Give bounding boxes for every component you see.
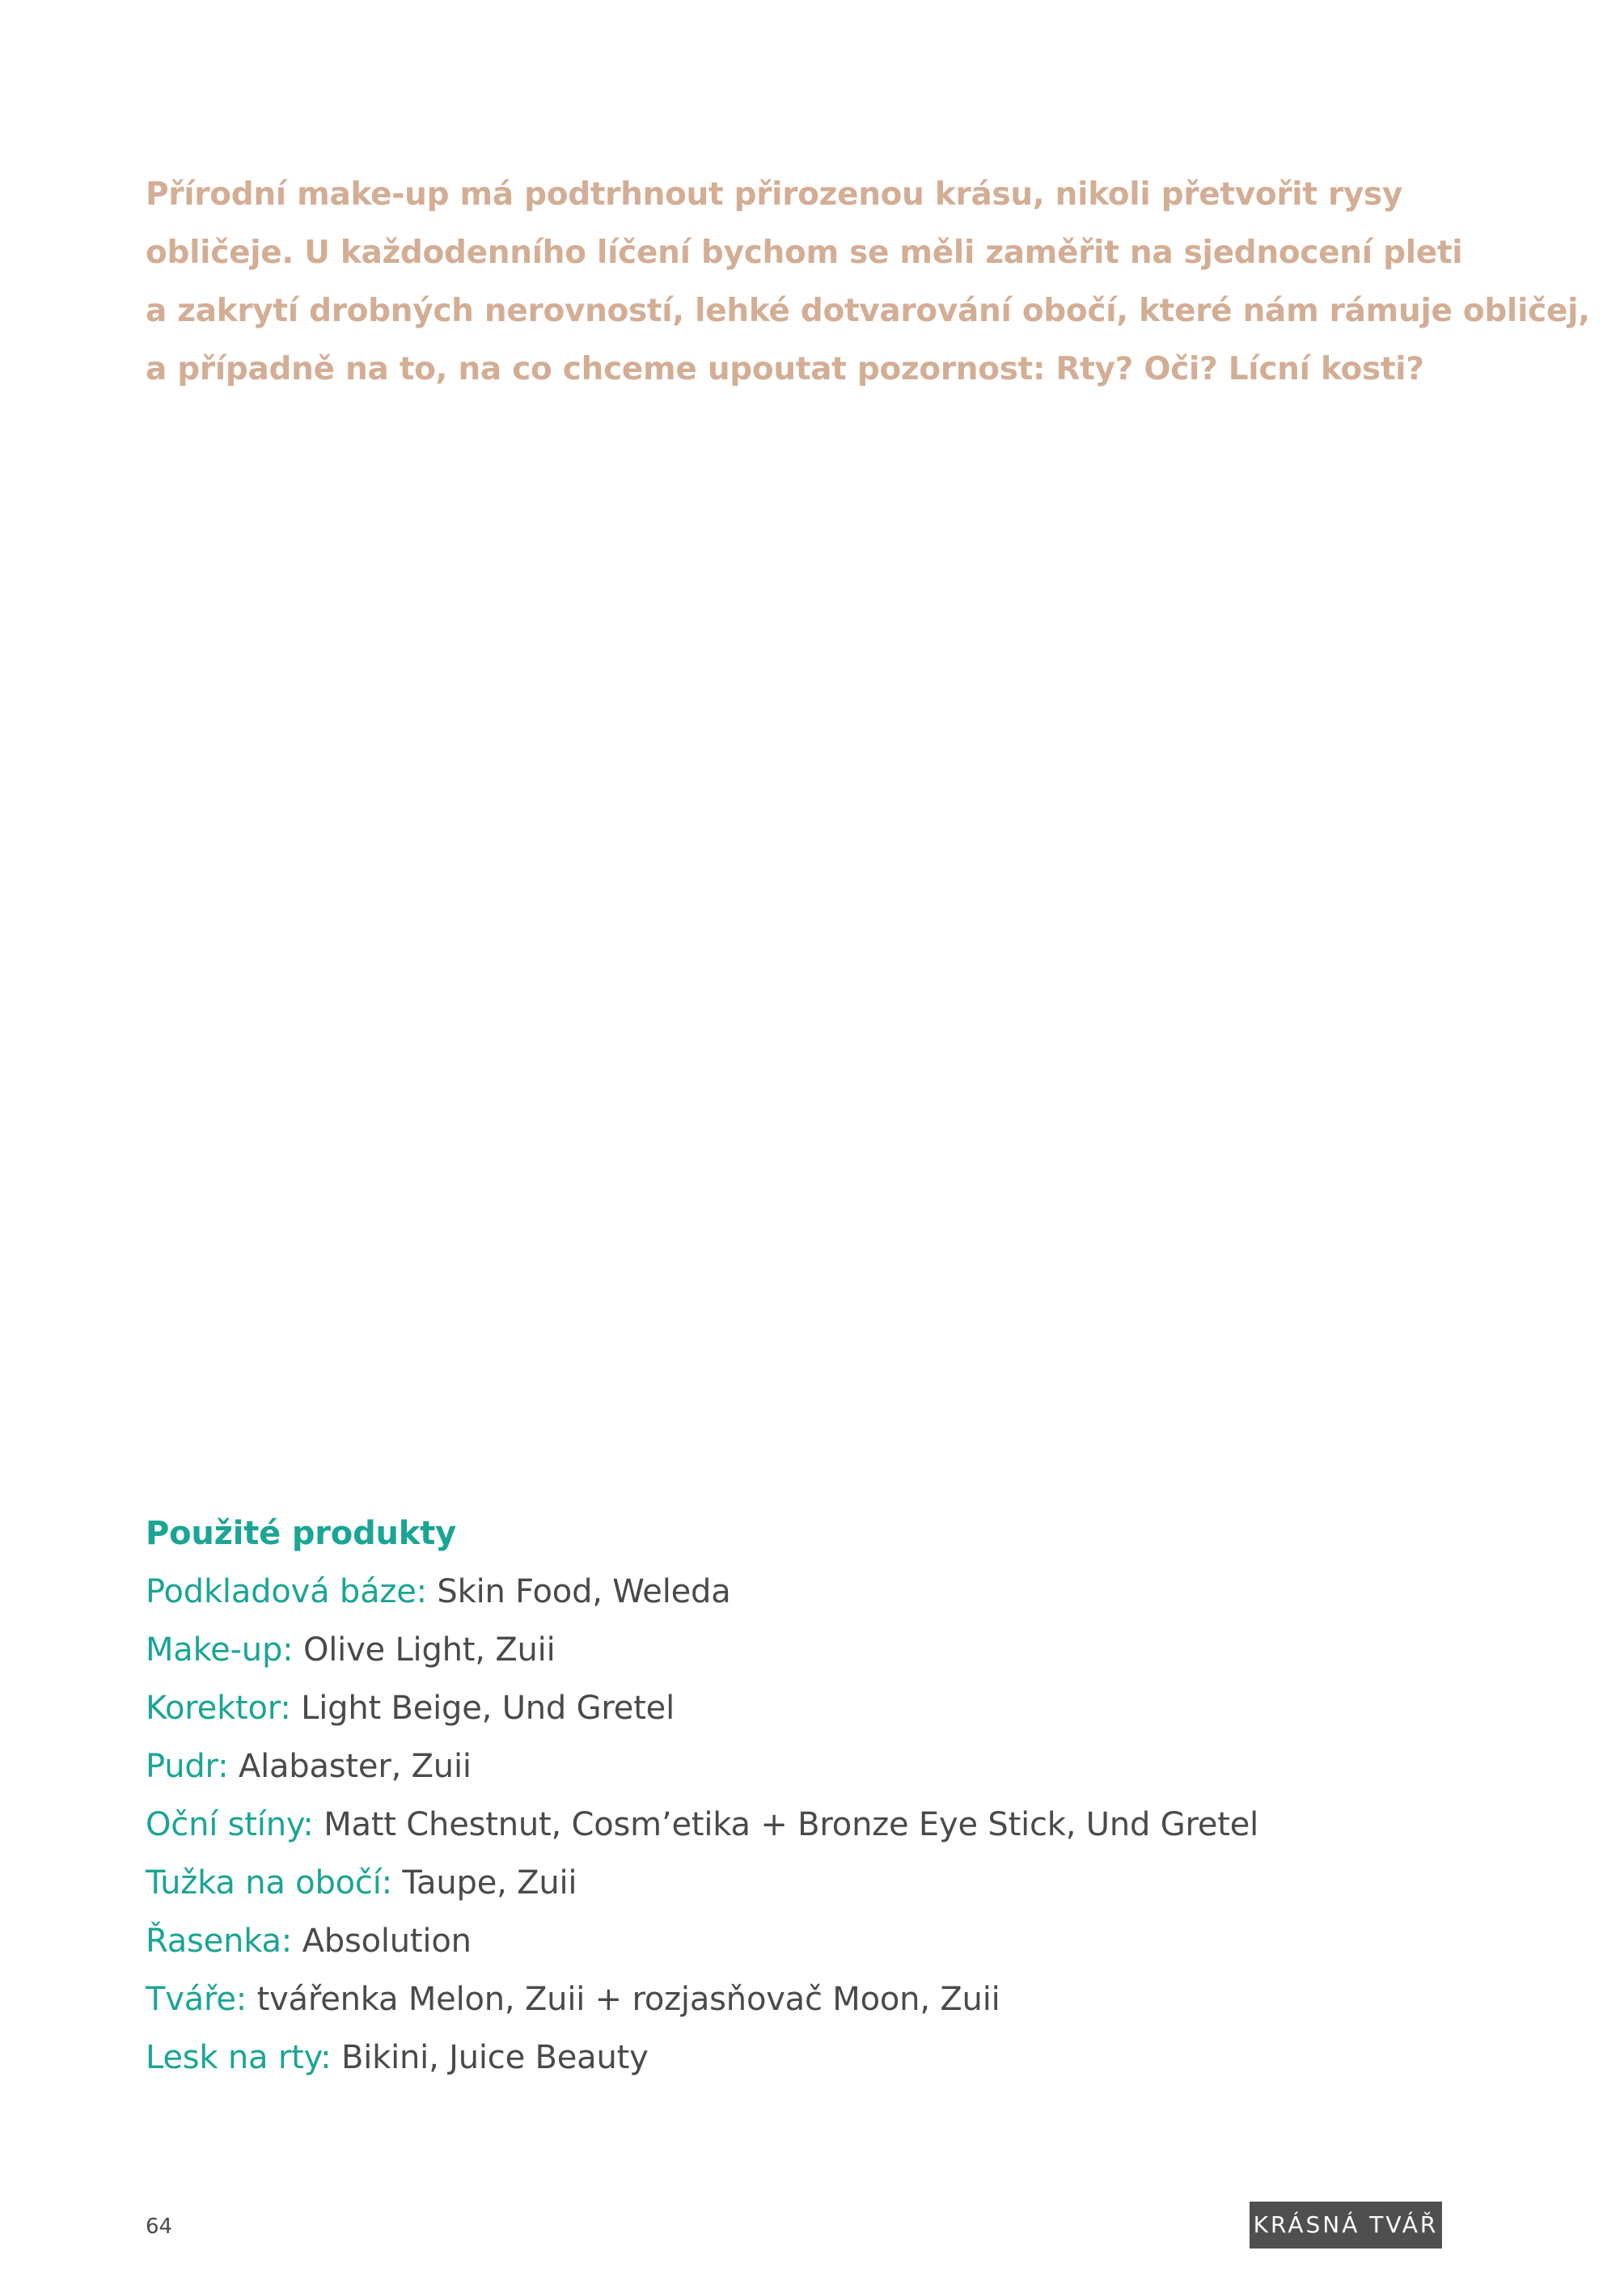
product-item-cheeks xyxy=(146,1970,1480,2029)
product-label: Make-up: xyxy=(146,1631,294,1669)
product-item-brow-pencil xyxy=(146,1854,1480,1912)
product-item-concealer xyxy=(146,1679,1480,1737)
product-item-mascara xyxy=(146,1912,1480,1970)
product-value: Light Beige, Und Gretel xyxy=(290,1690,675,1727)
product-label: Lesk na rty: xyxy=(146,2039,332,2076)
product-label: Řasenka: xyxy=(146,1923,293,1960)
product-value: Taupe, Zuii xyxy=(391,1864,577,1902)
product-value: Matt Chestnut, Cosm’etika + Bronze Eye Stick, Und Gretel xyxy=(313,1806,1259,1843)
intro-line: a zakrytí drobných nerovností, lehké dotvarování obočí, které nám rámuje obličej, xyxy=(146,293,1590,329)
products-heading: Použité produkty xyxy=(146,1515,456,1552)
product-label: Oční stíny: xyxy=(146,1806,314,1843)
product-item-lip-gloss xyxy=(146,2029,1480,2087)
product-value: Olive Light, Zuii xyxy=(293,1631,556,1669)
section-label: KRÁSNÁ TVÁŘ xyxy=(1250,2202,1442,2249)
product-value: Absolution xyxy=(292,1923,472,1960)
product-value: Bikini, Juice Beauty xyxy=(331,2039,649,2076)
products-section xyxy=(146,1504,1480,2087)
product-label: Podkladová báze: xyxy=(146,1573,427,1610)
product-value: tvářenka Melon, Zuii + rozjasňovač Moon, Zuii xyxy=(247,1981,1000,2018)
product-label: Tužka na obočí: xyxy=(146,1864,392,1902)
product-item-powder xyxy=(146,1737,1480,1796)
product-list xyxy=(146,1563,1480,2087)
intro-line: a případně na to, na co chceme upoutat pozornost: Rty? Oči? Lícní kosti? xyxy=(146,351,1424,387)
product-label: Pudr: xyxy=(146,1748,229,1785)
product-label: Tváře: xyxy=(146,1981,247,2018)
product-item-base xyxy=(146,1563,1480,1621)
product-value: Alabaster, Zuii xyxy=(228,1748,472,1785)
intro-paragraph xyxy=(146,166,1590,399)
intro-line: obličeje. U každodenního líčení bychom se měli zaměřit na sjednocení pleti xyxy=(146,235,1463,271)
product-value: Skin Food, Weleda xyxy=(426,1573,731,1610)
page-number: 64 xyxy=(146,2215,173,2239)
intro-line: Přírodní make-up má podtrhnout přirozenou krásu, nikoli přetvořit rysy xyxy=(146,176,1403,213)
product-item-eyeshadow xyxy=(146,1796,1480,1854)
product-label: Korektor: xyxy=(146,1690,291,1727)
product-item-makeup xyxy=(146,1621,1480,1679)
